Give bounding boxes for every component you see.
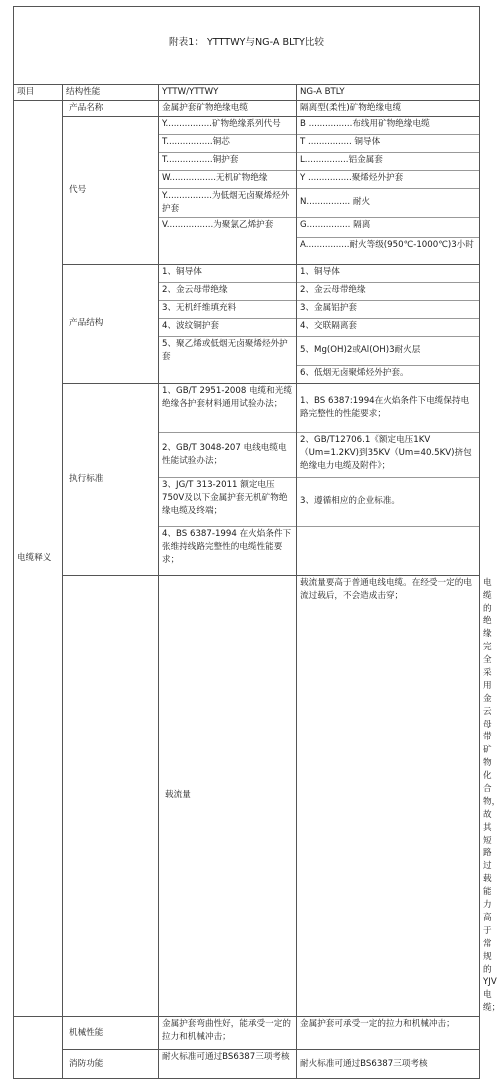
product-name-a: 金属护套矿物绝缘电缆: [159, 100, 297, 116]
header-product-a: YTTW/YTTWY: [159, 85, 297, 101]
label-code: 代号: [63, 116, 159, 264]
label-product-name: 产品名称: [63, 100, 159, 116]
product-name-b: 隔离型(柔性)矿物绝缘电缆: [297, 100, 480, 116]
row-product-name: [14, 100, 480, 116]
code-b-item: A................耐火等级(950℃-1000℃)3小时: [300, 239, 474, 250]
group-label: 电缆释义: [14, 100, 63, 1016]
structure-a-item: 3、无机纤维填充料: [159, 300, 296, 318]
fire-a: 耐火标准可通过BS6387三项考核: [159, 1050, 297, 1079]
label-structure: 产品结构: [63, 264, 159, 383]
row-standards: [14, 383, 480, 575]
structure-b-item: 1、铜导体: [297, 265, 479, 283]
code-b-item: B ................布线用矿物绝缘电缆: [297, 117, 479, 135]
row-ampacity: 载流量 载流量要高于普通电线电缆。在经受一定的电流过载后，不会造成击穿； 电缆的绝缘完全采用金云母带矿物化合物，故其短路过载能力高于常规的YJV电缆；: [14, 575, 480, 1016]
structure-b-item: 5、Mg(OH)2或Al(OH)3耐火层: [297, 336, 479, 365]
code-a-item: V.................为聚氯乙烯护套: [162, 219, 274, 230]
code-a-item: Y.................为低烟无卤聚烯烃外护套: [159, 188, 296, 217]
row-fire: [14, 1050, 480, 1079]
structure-b-cell: [297, 264, 480, 383]
code-b-item: N................ 耐火: [297, 188, 479, 217]
code-a-cell: [159, 116, 297, 264]
structure-b-item: 6、低烟无卤聚烯烃外护套。: [300, 367, 409, 378]
header-item: 项目: [14, 85, 63, 101]
row-structure: [14, 264, 480, 383]
label-fire: 消防功能: [63, 1050, 159, 1079]
structure-a-item: 5、聚乙烯或低烟无卤聚烯烃外护套: [162, 338, 288, 362]
code-b-item: L................铝金属套: [297, 152, 479, 170]
standards-b-item: 3、遵循相应的企业标准。: [297, 477, 479, 526]
standards-a-item: 1、GB/T 2951-2008 电缆和光缆绝缘各护套材料通用试验办法；: [159, 384, 296, 433]
code-a-item: T.................铜护套: [159, 152, 296, 170]
label-ampacity: 载流量: [159, 575, 297, 1016]
code-b-item: Y ................聚烯烃外护套: [297, 170, 479, 188]
structure-b-item: 2、金云母带绝缘: [297, 282, 479, 300]
structure-b-item: 3、金属铝护套: [297, 300, 479, 318]
standards-a-item: 3、JG/T 313-2011 额定电压750V及以下金属护套无机矿物绝缘电缆及终端；: [159, 477, 296, 526]
mechanical-a: 金属护套弯曲性好，能承受一定的拉力和机械冲击；: [159, 1017, 297, 1050]
code-b-item: G................ 隔离: [297, 217, 479, 237]
header-product-b: NG-A BTLY: [297, 85, 480, 101]
standards-a-item: 2、GB/T 3048-207 电线电缆电性能试验办法；: [159, 432, 296, 477]
ampacity-a: 载流量要高于普通电线电缆。在经受一定的电流过载后，不会造成击穿；: [297, 575, 480, 1016]
standards-b-cell: [297, 383, 480, 575]
standards-b-item: 1、BS 6387:1994在火焰条件下电缆保持电路完整性的性能要求；: [297, 384, 479, 433]
code-b-cell: [297, 116, 480, 264]
header-structure: 结构性能: [63, 85, 159, 101]
code-a-item: T.................铜芯: [159, 134, 296, 152]
row-mechanical: [14, 1017, 480, 1050]
mechanical-b: 金属护套可承受一定的拉力和机械冲击；: [297, 1017, 480, 1050]
standards-b-item: [297, 526, 479, 575]
structure-a-cell: [159, 264, 297, 383]
label-mechanical: 机械性能: [63, 1017, 159, 1050]
structure-b-item: 4、交联隔离套: [297, 318, 479, 336]
label-standards: 执行标准: [63, 383, 159, 575]
structure-a-item: 1、铜导体: [159, 265, 296, 283]
code-a-item: W.................无机矿物绝缘: [159, 170, 296, 188]
header-row: [14, 85, 480, 101]
structure-a-item: 4、波纹铜护套: [159, 318, 296, 336]
code-a-item: Y.................矿物绝缘系列代号: [159, 117, 296, 135]
table-title: 附表1： YTTTWY与NG-A BLTY比较: [14, 7, 480, 85]
standards-a-cell: [159, 383, 297, 575]
row-code: [14, 116, 480, 264]
comparison-table: [13, 6, 500, 1079]
standards-a-item: 4、BS 6387-1994 在火焰条件下张维持线路完整性的电缆性能要求；: [162, 528, 292, 565]
fire-b: 耐火标准可通过BS6387三项考核: [297, 1050, 480, 1079]
standards-b-item: 2、GB/T12706.1《额定电压1KV（Um=1.2KV)到35KV（Um=40.5KV)挤包绝缘电力电缆及附件》；: [297, 432, 479, 477]
structure-a-item: 2、金云母带绝缘: [159, 282, 296, 300]
code-b-item: T ................ 铜导体: [297, 134, 479, 152]
